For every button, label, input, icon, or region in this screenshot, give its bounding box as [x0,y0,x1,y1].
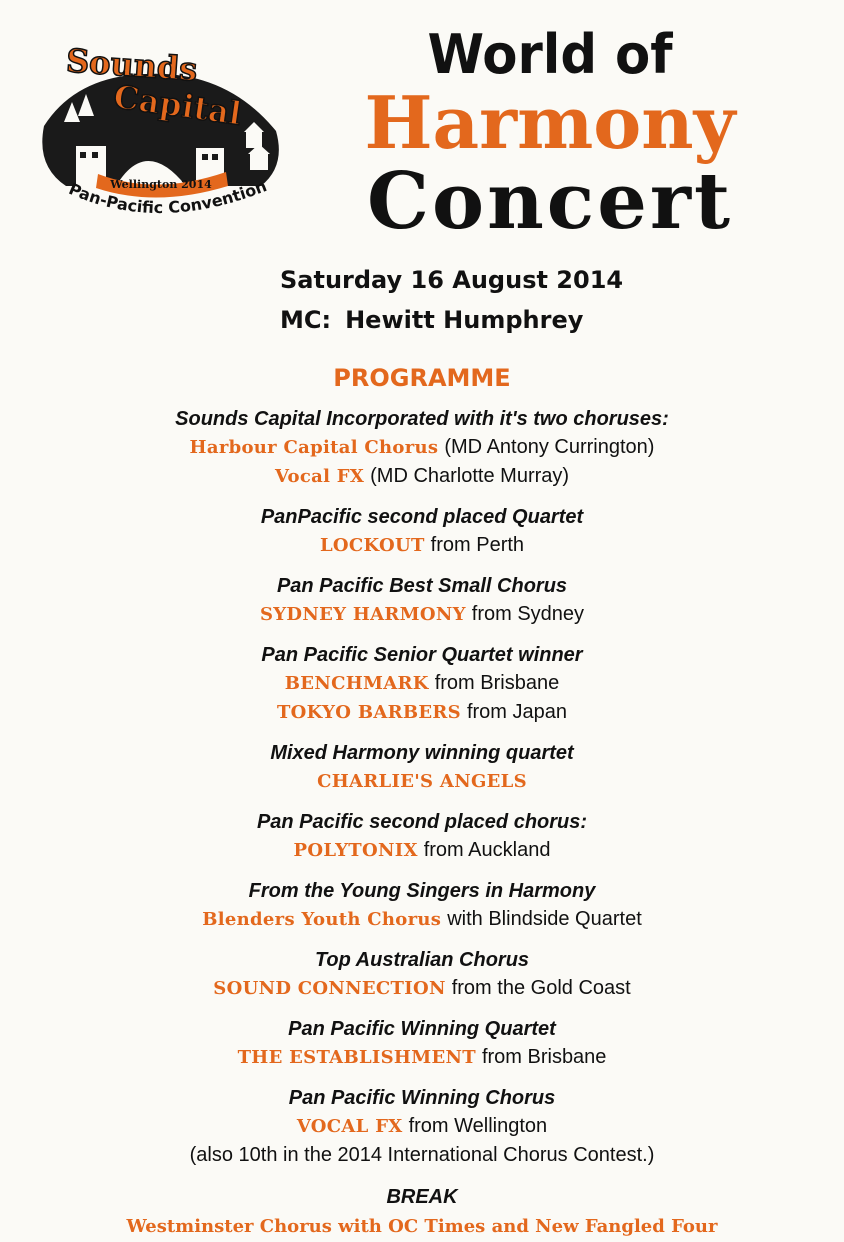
act-line [0,669,844,698]
group-heading: Mixed Harmony winning quartet [270,742,574,764]
logo-banner: Pan-Pacific Convention [66,176,270,218]
act-detail: from Japan [466,701,568,723]
sounds-capital-logo [36,36,286,236]
finale-act: Westminster Chorus with OC Times and New Fangled Four [126,1216,718,1237]
logo-city: Wellington 2014 [110,178,212,191]
act-name: BENCHMARK [284,673,429,694]
act-detail: with Blindside Quartet [447,908,642,930]
title-line-3: Concert [366,156,734,247]
programme-group [0,878,844,934]
act-name: CHARLIE'S ANGELS [317,771,527,792]
title-line-2: Harmony [364,80,736,165]
act-detail: (also 10th in the 2014 International Chorus Contest.) [189,1144,655,1166]
programme-group [0,573,844,629]
act-line [0,1112,844,1141]
mc-line [280,306,583,334]
act-name: POLYTONIX [293,840,418,861]
act-detail: from Auckland [423,839,551,861]
title-line-1: World of [427,23,673,86]
programme-heading: PROGRAMME [333,364,511,392]
mc-label: MC: [280,306,332,334]
programme-list [0,406,844,1242]
programme-group [0,740,844,796]
group-heading: Top Australian Chorus [314,949,530,971]
act-name: THE ESTABLISHMENT [237,1047,476,1068]
act-line [0,433,844,462]
act-detail: from Brisbane [481,1046,607,1068]
logo-word-sounds: Sounds [64,41,199,89]
act-line [0,974,844,1003]
act-name: Vocal FX [274,466,365,487]
programme-group [0,406,844,491]
act-detail: (MD Charlotte Murray) [370,465,570,487]
group-heading: Pan Pacific Winning Chorus [288,1087,556,1109]
act-name: LOCKOUT [319,535,425,556]
programme-group [0,504,844,560]
group-heading: Pan Pacific second placed chorus: [256,811,588,833]
act-name: SYDNEY HARMONY [259,604,466,625]
logo-word-capital: Capital [111,77,244,133]
programme-group [0,809,844,865]
concert-title [330,23,770,247]
act-line [0,600,844,629]
act-detail: from Sydney [471,603,585,625]
act-detail: from Perth [430,534,525,556]
act-line [0,462,844,491]
group-heading: Pan Pacific Senior Quartet winner [261,644,583,666]
group-heading: From the Young Singers in Harmony [248,880,596,902]
act-name: Blenders Youth Chorus [202,909,442,930]
break-label: BREAK [386,1186,458,1208]
mc-name: Hewitt Humphrey [345,306,584,334]
act-name: VOCAL FX [296,1116,403,1137]
act-line [0,1043,844,1072]
act-detail: (MD Antony Currington) [444,436,655,458]
act-name: SOUND CONNECTION [213,978,446,999]
programme-group [0,1016,844,1072]
group-heading: Pan Pacific Winning Quartet [288,1018,556,1040]
group-heading: Pan Pacific Best Small Chorus [276,575,568,597]
act-line [0,531,844,560]
act-line [0,836,844,865]
programme-group [0,642,844,727]
act-line [0,767,844,796]
act-name: Harbour Capital Chorus [189,437,439,458]
act-line [0,698,844,727]
act-detail: from the Gold Coast [451,977,631,999]
programme-group [0,1085,844,1169]
act-detail: from Brisbane [434,672,560,694]
programme-group [0,947,844,1003]
act-line [0,905,844,934]
group-heading: Sounds Capital Incorporated with it's two choruses: [175,408,669,430]
event-date: Saturday 16 August 2014 [280,266,624,294]
group-heading: PanPacific second placed Quartet [260,506,584,528]
act-line [0,1141,844,1169]
act-name: TOKYO BARBERS [276,702,461,723]
act-detail: from Wellington [408,1115,548,1137]
